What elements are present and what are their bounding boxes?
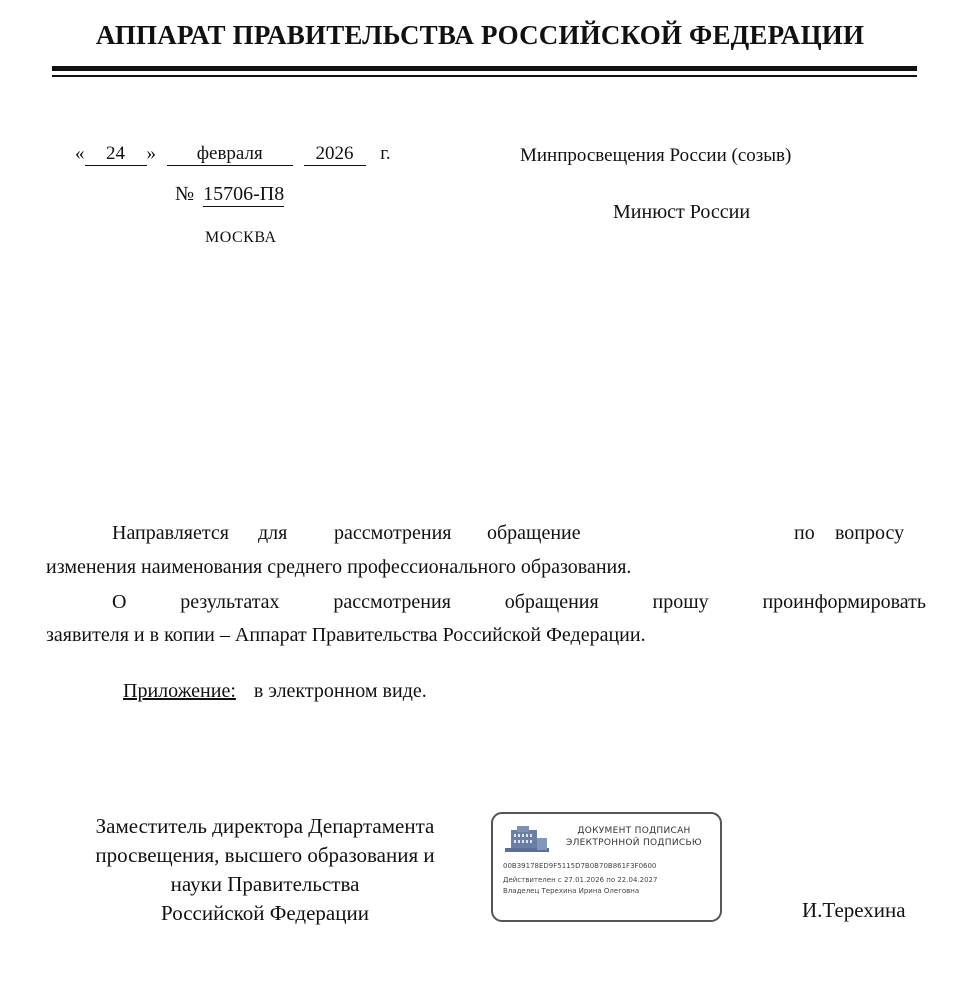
- p1-word: рассмотрения: [334, 522, 452, 544]
- stamp-heading: [551, 825, 717, 849]
- signatory-title-line: Заместитель директора Департамента: [95, 814, 435, 838]
- signatory-title-line: науки Правительства: [170, 872, 360, 896]
- addressee-1: Минпросвещения России (созыв): [520, 145, 792, 166]
- organization-header: АППАРАТ ПРАВИТЕЛЬСТВА РОССИЙСКОЙ ФЕДЕРАЦИИ: [95, 20, 865, 50]
- number-value: 15706-П8: [203, 183, 285, 205]
- p1-word: вопросу: [835, 522, 905, 544]
- quote-close: »: [146, 143, 156, 164]
- stamp-heading-line: ЭЛЕКТРОННОЙ ПОДПИСЬЮ: [566, 838, 702, 848]
- electronic-signature-stamp: [491, 812, 722, 922]
- p1-word: для: [258, 522, 288, 544]
- number-sign: №: [175, 183, 195, 205]
- registration-number: [175, 182, 284, 207]
- appendix-text: в электронном виде.: [253, 680, 427, 702]
- header-rule-thick: [52, 66, 917, 71]
- stamp-owner: Владелец Терехина Ирина Олеговна: [503, 887, 640, 895]
- quote-open: «: [75, 143, 85, 164]
- p1-word: Направляется: [112, 522, 229, 544]
- appendix-label: Приложение:: [123, 680, 236, 702]
- government-building-icon: [505, 824, 551, 854]
- header-rule-thin: [52, 75, 917, 77]
- date-year: 2026: [304, 143, 366, 166]
- signatory-title: [52, 812, 478, 928]
- body-paragraph-2-line-1: О результатах рассмотрения обращения прошу проинформировать: [112, 591, 926, 613]
- p1-word: обращение: [487, 522, 581, 544]
- addressee-2: Минюст России: [613, 201, 751, 223]
- date-day: 24: [85, 143, 147, 166]
- stamp-heading-line: ДОКУМЕНТ ПОДПИСАН: [577, 826, 691, 836]
- stamp-certificate: 00B39178ED9F5115D7B0B70B861F3F0600: [503, 862, 657, 870]
- signatory-title-line: Российской Федерации: [161, 901, 369, 925]
- body-paragraph-1-line-2: изменения наименования среднего профессионального образования.: [46, 556, 632, 578]
- stamp-validity: Действителен с 27.01.2026 по 22.04.2027: [503, 876, 658, 884]
- date-month: февраля: [167, 143, 293, 166]
- signatory-name: И.Терехина: [802, 898, 906, 922]
- city: МОСКВА: [205, 229, 277, 246]
- body-paragraph-2-line-2: заявителя и в копии – Аппарат Правительства Российской Федерации.: [46, 624, 646, 646]
- date-year-suffix: г.: [380, 143, 391, 164]
- appendix: [123, 680, 427, 703]
- registration-date: [75, 143, 391, 166]
- signatory-title-line: просвещения, высшего образования и: [95, 843, 435, 867]
- p1-word: по: [794, 522, 815, 544]
